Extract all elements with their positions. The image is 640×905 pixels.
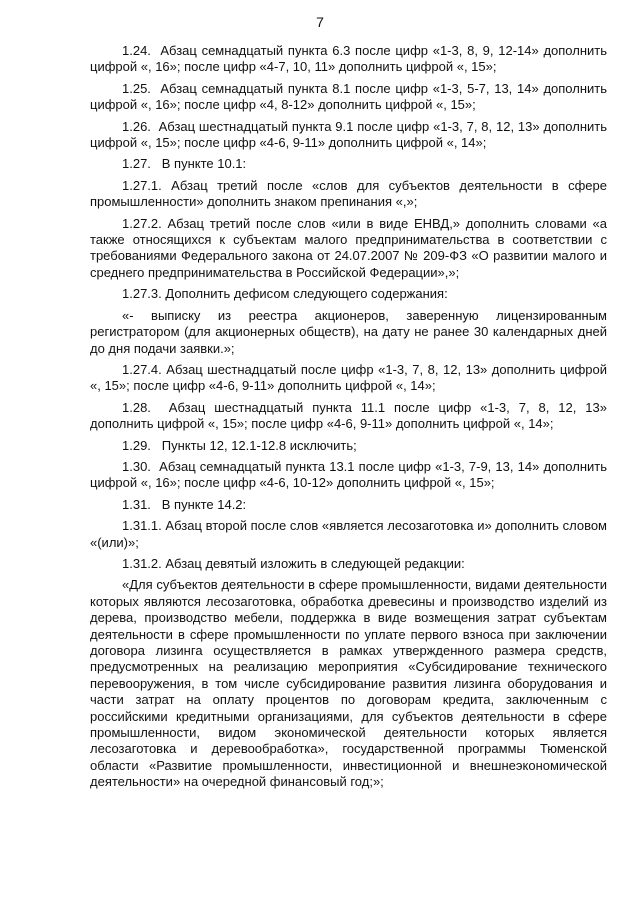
paragraph-1-27-2: 1.27.2. Абзац третий после слов «или в виде ЕНВД,» дополнить словами «а также относящихся к субъектам малого предпринимательства в соответствии с требованиями Федерального закона от 24.07.2007 № 209-ФЗ «О развитии малого и среднего предпринимательства в Российской Федерации»,»; — [90, 215, 607, 280]
paragraph-1-29: 1.29. Пункты 12, 12.1-12.8 исключить; — [122, 437, 357, 453]
paragraph-1-27-3: 1.27.3. Дополнить дефисом следующего содержания: — [122, 286, 448, 302]
page-number: 7 — [316, 14, 324, 30]
paragraph-1-31-2: 1.31.2. Абзац девятый изложить в следующей редакции: — [122, 555, 465, 571]
paragraph-1-25: 1.25. Абзац семнадцатый пункта 8.1 после цифр «1-3, 5-7, 13, 14» дополнить цифрой «, 16»; после цифр «4, 8-12» дополнить цифрой «, 15»; — [90, 80, 607, 113]
paragraph-1-27: 1.27. В пункте 10.1: — [122, 156, 247, 172]
paragraph-1-31-1: 1.31.1. Абзац второй после слов «является лесозаготовка и» дополнить словом «(или)»; — [90, 518, 607, 550]
paragraph-1-24: 1.24. Абзац семнадцатый пункта 6.3 после цифр «1-3, 8, 9, 12-14» дополнить цифрой «, 16»; после цифр «4-7, 10, 11» дополнить цифрой «, 15»; — [90, 43, 607, 75]
paragraph-1-28: 1.28. Абзац шестнадцатый пункта 11.1 после цифр «1-3, 7, 8, 12, 13» дополнить цифрой «, 15»; после цифр «4-6, 9-11» дополнить цифрой «, 14»; — [90, 399, 607, 432]
paragraph-1-31: 1.31. В пункте 14.2: — [122, 496, 247, 512]
paragraph-1-27-4: 1.27.4. Абзац шестнадцатый после цифр «1-3, 7, 8, 12, 13» дополнить цифрой «, 15»; после цифр «4-6, 9-11» дополнить цифрой «, 14»; — [90, 361, 607, 394]
paragraph-1-27-1: 1.27.1. Абзац третий после «слов для субъектов деятельности в сфере промышленности» дополнить знаком препинания «,»; — [90, 177, 607, 210]
paragraph-1-31-2-quote: «Для субъектов деятельности в сфере промышленности, видами деятельности которых являются лесозаготовка, обработка древесины и производство изделий из дерева, производство мебели, поддержка в виде возмещения затрат субъектам деятельности в сфере промышленности по уплате первого взноса при заключении договора лизинга осуществляется в рамках утвержденного размера средств, предусмотренных на реализацию мероприятия «Субсидирование технического перевооружения, в том числе субсидирование развития лизинга оборудования и части затрат на оплату процентов по договорам кредита, заключенным с российскими кредитными организациями, для субъектов деятельности в сфере промышленности, видом экономической деятельности которых является лесозаготовка и деревообработка», государственной программы Тюменской области «Развитие промышленности, инвестиционной и внешнеэкономической деятельности» на очередной финансовый год;»; — [90, 577, 607, 790]
paragraph-1-27-3-quote: «- выписку из реестра акционеров, заверенную лицензированным регистратором (для акционерных обществ), на дату не ранее 30 календарных дней до дня подачи заявки.»; — [90, 307, 607, 356]
paragraph-1-26: 1.26. Абзац шестнадцатый пункта 9.1 после цифр «1-3, 7, 8, 12, 13» дополнить цифрой «, 15»; после цифр «4-6, 9-11» дополнить цифрой «, 14»; — [90, 118, 607, 151]
document-body — [90, 43, 607, 796]
paragraph-1-30: 1.30. Абзац семнадцатый пункта 13.1 после цифр «1-3, 7-9, 13, 14» дополнить цифрой «, 16»; после цифр «4-6, 10-12» дополнить цифрой «, 15»; — [90, 458, 607, 491]
